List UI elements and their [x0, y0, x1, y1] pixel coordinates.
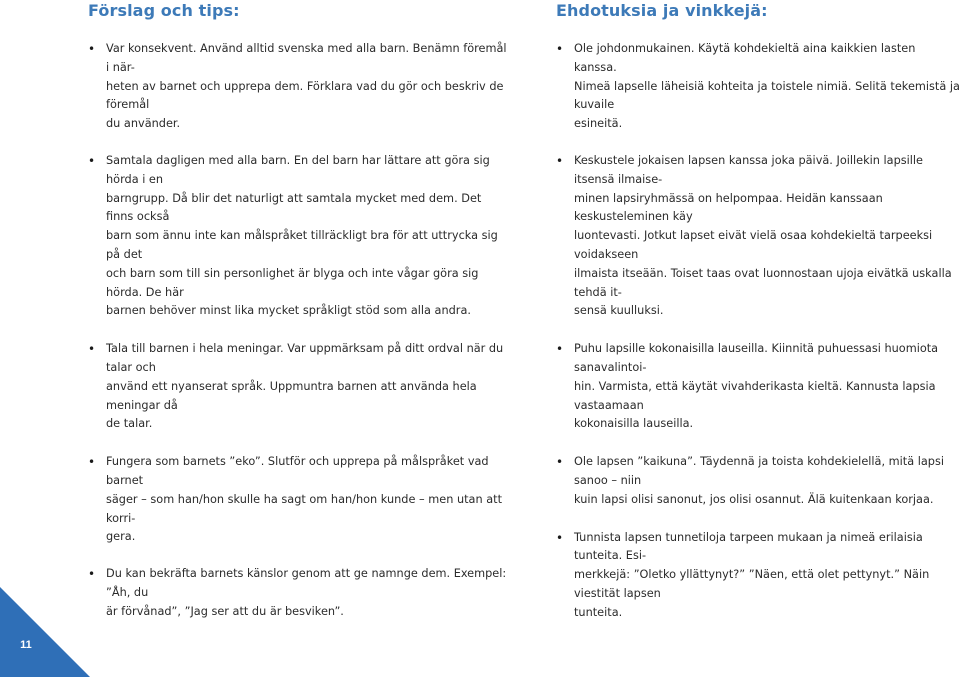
bullet-icon: • [88, 567, 96, 582]
list-item [556, 40, 960, 134]
corner-shape [0, 587, 90, 677]
tip-text: Samtala dagligen med alla barn. En del barn har lättare att göra sig hörda i en barngrupp. Då blir det naturligt att samtala mycket med dem. Det finns också barn som ännu inte kan målspråket tillräckligt bra för att uttrycka sig på det och barn som till sin personlighet är blyga och inte vågar göra sig hörda. De här barnen behöver minst lika mycket språkligt stöd som alla andra. [106, 153, 498, 318]
list-item [556, 340, 960, 434]
bullet-icon: • [88, 153, 96, 168]
tip-text: Tunnista lapsen tunnetiloja tarpeen mukaan ja nimeä erilaisia tunteita. Esi- merkkejä: ”Oletko yllättynyt?” ”Näen, että olet pettynyt.” Näin viestität lapsen tunteita. [574, 530, 930, 619]
finnish-tips-list [556, 40, 960, 623]
tip-text: Var konsekvent. Använd alltid svenska med alla barn. Benämn föremål i när- heten av barnet och upprepa dem. Förklara vad du gör och beskriv de föremål du använder. [106, 42, 507, 131]
list-item [556, 152, 960, 321]
finnish-column [556, 0, 960, 623]
tip-text: Du kan bekräfta barnets känslor genom att ge namnge dem. Exempel: ”Åh, du är förvånad”, ”Jag ser att du är besviken”. [106, 567, 507, 618]
list-item [556, 453, 960, 509]
page-corner-triangle [0, 581, 96, 677]
bullet-icon: • [88, 342, 96, 357]
bullet-icon: • [88, 455, 96, 470]
list-item [88, 340, 508, 434]
list-item [88, 40, 508, 134]
list-item [556, 529, 960, 623]
tip-text: Ole lapsen ”kaikuna”. Täydennä ja toista kohdekielellä, mitä lapsi sanoo – niin kuin lapsi olisi sanonut, jos olisi osannut. Älä kuitenkaan korjaa. [574, 455, 944, 506]
tip-text: Ole johdonmukainen. Käytä kohdekieltä aina kaikkien lasten kanssa. Nimeä lapselle läheisiä kohteita ja toistele nimiä. Selitä tekemistä ja kuvaile esineitä. [574, 42, 960, 131]
bullet-icon: • [556, 530, 564, 545]
tip-text: Keskustele jokaisen lapsen kanssa joka päivä. Joillekin lapsille itsensä ilmaise- minen lapsiryhmässä on helpompaa. Heidän kanssaan keskusteleminen käy luontevasti. Jotkut lapset eivät vielä osaa kohdekieltä tarpeeksi voidakseen ilmaista itseään. Toiset taas ovat luonnostaan ujoja eivätkä uskalla tehdä it- sensä kuulluksi. [574, 153, 952, 318]
swedish-column [88, 0, 508, 622]
swedish-heading: Förslag och tips: [88, 1, 240, 20]
bullet-icon: • [556, 153, 564, 168]
page-number: 11 [20, 639, 32, 651]
tip-text: Tala till barnen i hela meningar. Var uppmärksam på ditt ordval när du talar och använd ett nyanserat språk. Uppmuntra barnen att använda hela meningar då de talar. [106, 342, 504, 431]
bullet-icon: • [556, 42, 564, 56]
swedish-tips-list [88, 40, 508, 622]
bullet-icon: • [88, 42, 96, 56]
list-item [88, 565, 508, 621]
finnish-heading: Ehdotuksia ja vinkkejä: [556, 1, 768, 20]
list-item [88, 453, 508, 547]
bullet-icon: • [556, 342, 564, 357]
list-item [88, 152, 508, 321]
tip-text: Fungera som barnets ”eko”. Slutför och upprepa på målspråket vad barnet säger – som han/hon skulle ha sagt om han/hon kunde – men utan att korri- gera. [106, 455, 502, 544]
bullet-icon: • [556, 455, 564, 470]
tip-text: Puhu lapsille kokonaisilla lauseilla. Kiinnitä puhuessasi huomiota sanavalintoi- hin. Varmista, että käytät vivahderikasta kieltä. Kannusta lapsia vastaamaan kokonaisilla lauseilla. [574, 342, 939, 431]
